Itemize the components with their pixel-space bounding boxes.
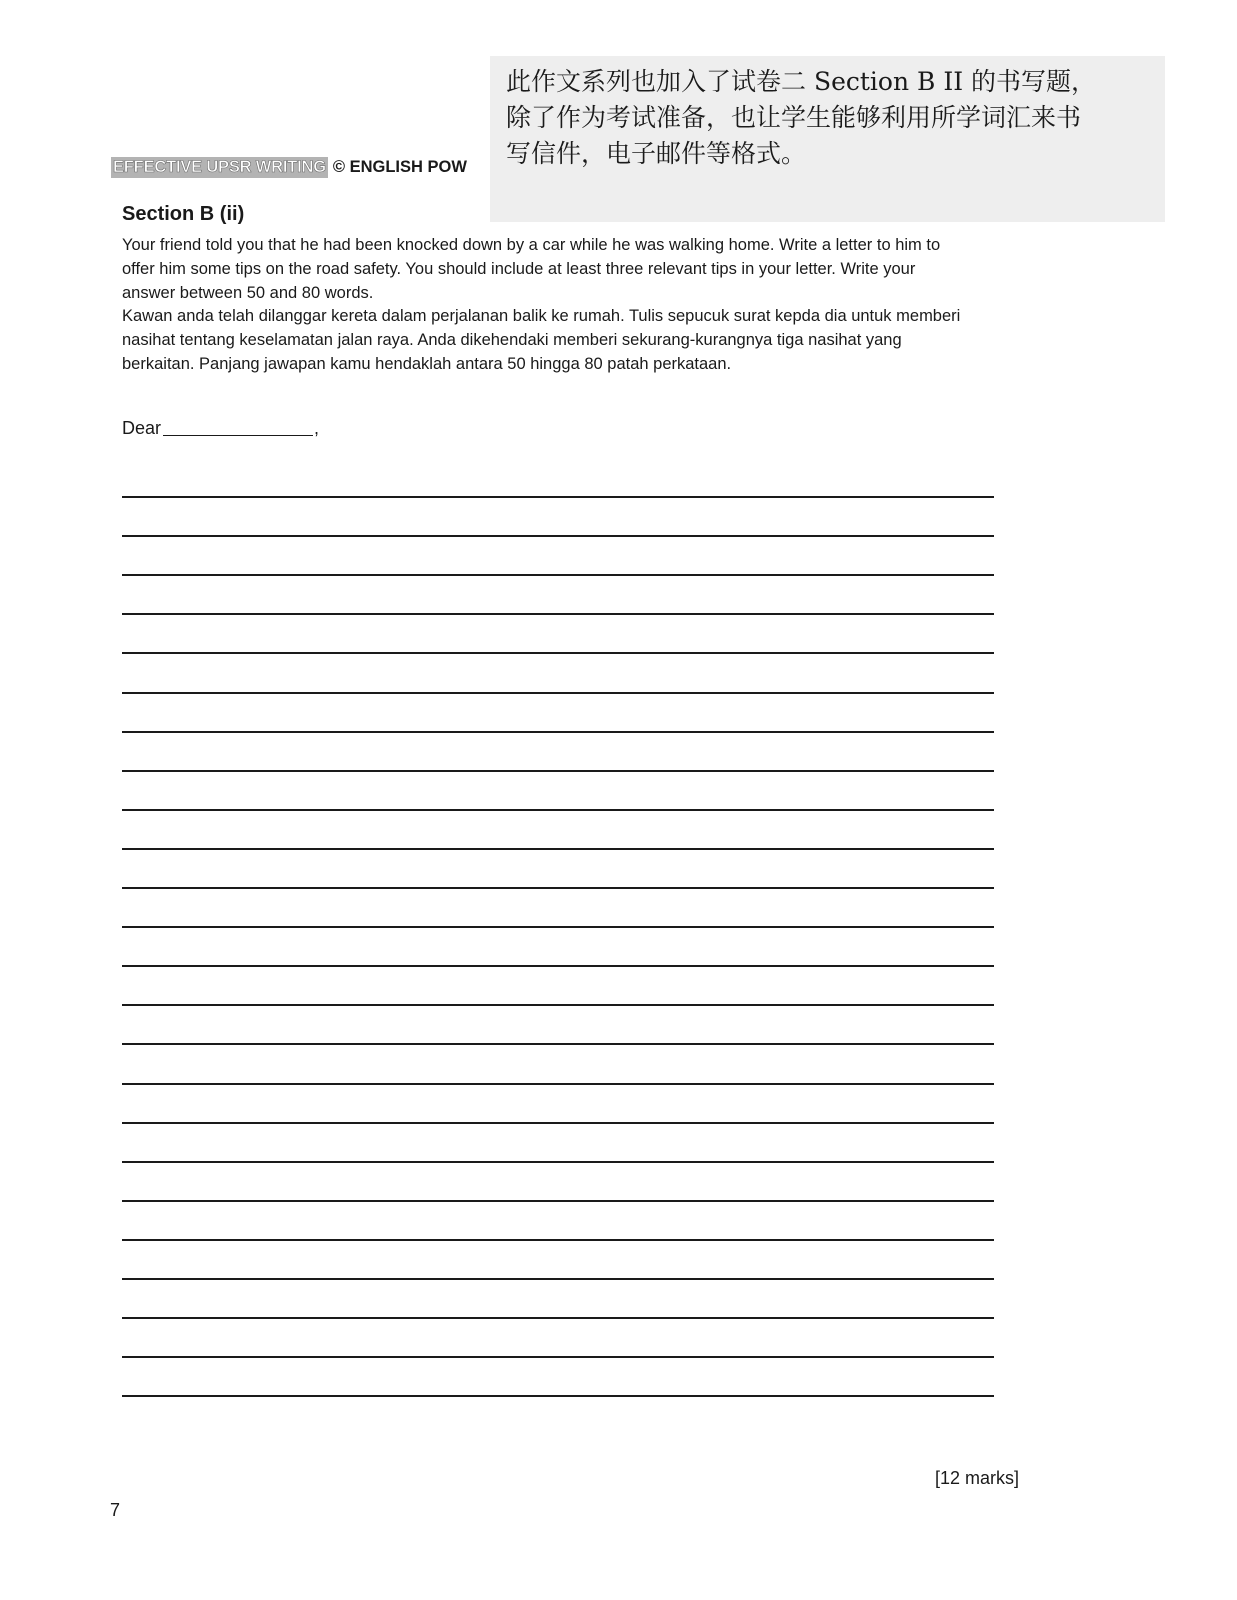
salutation-comma: , bbox=[314, 418, 320, 438]
writing-line[interactable] bbox=[122, 809, 994, 811]
writing-line[interactable] bbox=[122, 770, 994, 772]
salutation bbox=[122, 417, 319, 439]
writing-line[interactable] bbox=[122, 1161, 994, 1163]
instruction-line: Kawan anda telah dilanggar kereta dalam perjalanan balik ke rumah. Tulis sepucuk surat kepda dia untuk memberi bbox=[122, 307, 961, 326]
writing-line[interactable] bbox=[122, 1317, 994, 1319]
chinese-note-box bbox=[490, 56, 1165, 222]
writing-line[interactable] bbox=[122, 1239, 994, 1241]
writing-line[interactable] bbox=[122, 496, 994, 498]
instruction-line: offer him some tips on the road safety. You should include at least three relevant tips in your letter. Write your bbox=[122, 259, 916, 278]
writing-line[interactable] bbox=[122, 1004, 994, 1006]
writing-line[interactable] bbox=[122, 1395, 994, 1397]
writing-line[interactable] bbox=[122, 965, 994, 967]
writing-line[interactable] bbox=[122, 535, 994, 537]
note-line: 写信件，电子邮件等格式。 bbox=[506, 139, 807, 168]
instruction-line: answer between 50 and 80 words. bbox=[122, 283, 374, 302]
section-title: Section B (ii) bbox=[122, 203, 245, 225]
salutation-label: Dear bbox=[122, 418, 162, 438]
writing-line[interactable] bbox=[122, 613, 994, 615]
header-banner bbox=[111, 156, 467, 178]
writing-line[interactable] bbox=[122, 848, 994, 850]
header-copyright: © ENGLISH POW bbox=[332, 157, 467, 176]
writing-line[interactable] bbox=[122, 887, 994, 889]
writing-line[interactable] bbox=[122, 574, 994, 576]
writing-line[interactable] bbox=[122, 731, 994, 733]
writing-line[interactable] bbox=[122, 1083, 994, 1085]
writing-line[interactable] bbox=[122, 692, 994, 694]
writing-line[interactable] bbox=[122, 1200, 994, 1202]
instruction-line: Your friend told you that he had been knocked down by a car while he was walking home. Write a letter to him to bbox=[122, 236, 941, 254]
instruction-line: nasihat tentang keselamatan jalan raya. Anda dikehendaki memberi sekurang-kurangnya tiga nasihat yang bbox=[122, 331, 902, 350]
writing-line[interactable] bbox=[122, 1122, 994, 1124]
instruction-line: berkaitan. Panjang jawapan kamu hendaklah antara 50 hingga 80 patah perkataan. bbox=[122, 354, 732, 373]
page-number: 7 bbox=[110, 1500, 121, 1520]
writing-line[interactable] bbox=[122, 926, 994, 928]
recipient-name-blank[interactable] bbox=[163, 417, 313, 436]
writing-line[interactable] bbox=[122, 1043, 994, 1045]
writing-line[interactable] bbox=[122, 1356, 994, 1358]
note-line: 此作文系列也加入了试卷二 Section B II 的书写题， bbox=[506, 67, 1097, 96]
marks-label: [12 marks] bbox=[935, 1468, 1020, 1488]
writing-line[interactable] bbox=[122, 1278, 994, 1280]
header-brand: EFFECTIVE UPSR WRITING bbox=[113, 157, 326, 176]
note-line: 除了作为考试准备，也让学生能够利用所学词汇来书 bbox=[506, 103, 1082, 132]
instructions bbox=[122, 234, 1042, 377]
writing-line[interactable] bbox=[122, 652, 994, 654]
